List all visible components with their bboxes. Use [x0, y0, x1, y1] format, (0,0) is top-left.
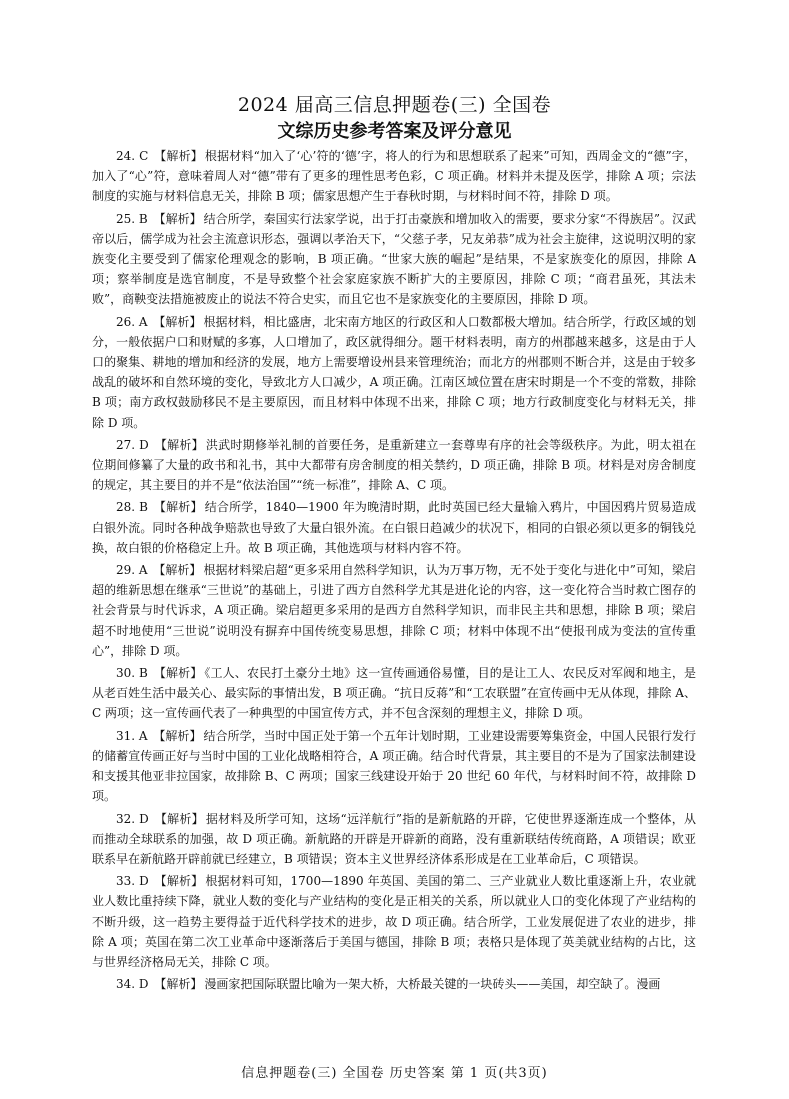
- answer-item-33: [92, 871, 696, 972]
- question-number: 32. D: [116, 811, 149, 826]
- question-number: 27. D: [116, 437, 149, 452]
- answer-text: 《工人、农民打土豪分土地》这一宣传画通俗易懂，目的是让工人、农民反对军阀和地主，是从老百姓生活中最关心、最实际的事情出发，B 项正确。“抗日反蒋”和“工农联盟”在宣传画中无从体现，排除 A、C 两项；这一宣传画代表了一种典型的中国宣传方式，并不包含深刻的理想主义，排除 D 项。: [92, 666, 696, 721]
- question-number: 25. B: [116, 211, 148, 226]
- analysis-tag: 【解析】: [154, 874, 204, 889]
- analysis-tag: 【解析】: [154, 149, 203, 163]
- question-number: 28. B: [116, 500, 148, 515]
- answer-text: 洪武时期修举礼制的首要任务，是重新建立一套尊卑有序的社会等级秩序。为此，明太祖在位期间修纂了大量的政书和礼书，其中大都带有房舍制度的相关禁约，D 项正确，排除 B 项。材料是对房舍制度的规定，其主要目的并不是“依法治国”“统一标准”，排除 A、C 项。: [92, 437, 696, 493]
- answer-text: 结合所学，当时中国正处于第一个五年计划时期，工业建设需要筹集资金，中国人民银行发行的储蓄宣传画正好与当时中国的工业化战略相符合，A 项正确。结合时代背景，其主要目的不是为了国家法制建设和支援其他亚非拉国家，故排除 B、C 两项；国家三线建设开始于 20 世纪 60 年代，与材料时间不符，故排除 D 项。: [92, 728, 696, 804]
- analysis-tag: 【解析】: [153, 500, 203, 515]
- analysis-tag: 【解析】: [153, 314, 202, 329]
- answer-item-27: [92, 435, 696, 496]
- answer-item-31: [92, 726, 696, 807]
- analysis-tag: 【解析】: [154, 811, 204, 826]
- answer-text: 漫画家把国际联盟比喻为一架大桥，大桥最关键的一块砖头——美国，却空缺了。漫画: [204, 977, 661, 992]
- answer-text: 根据材料梁启超“更多采用自然科学知识，认为万事万物，无不处于变化与进化中”可知，梁启超的维新思想在继承“三世说”的基础上，引进了西方自然科学尤其是进化论的内容，这一变化符合当时救亡图存的社会背景与时代诉求，A 项正确。梁启超更多采用的是西方自然科学知识，而非民主共和思想，排除 B 项；梁启超不时地使用“三世说”说明没有摒弃中国传统变易思想，排除 C 项；材料中体现不出“使报刊成为变法的宣传重心”，排除 D 项。: [92, 563, 696, 658]
- answer-text: 根据材料，相比盛唐，北宋南方地区的行政区和人口数都极大增加。结合所学，行政区域的划分，一般依据户口和财赋的多寡，人口增加了，政区就得细分。题干材料表明，南方的州郡越来越多，这是由于人口的聚集、耕地的增加和经济的发展，地方上需要增设州县来管理统治；而北方的州郡则不断合并，这是由于较多战乱的破坏和自然环境的变化，导致北方人口减少，A 项正确。江南区域位置在唐宋时期是一个不变的常数，排除 B 项；南方政权鼓励移民不是主要原因，而且材料中体现不出来，排除 C 项；地方行政制度变化与材料无关，排除 D 项。: [92, 314, 696, 430]
- answer-item-24: [92, 146, 696, 207]
- analysis-tag: 【解析】: [153, 666, 203, 681]
- answer-text: 结合所学，1840—1900 年为晚清时期，此时英国已经大量输入鸦片，中国因鸦片贸易造成白银外流。同时各种战争赔款也导致了大量白银外流。在白银日趋减少的状况下，相同的白银必须以更多的铜钱兑换，故白银的价格稳定上升。故 B 项正确，其他选项与材料内容不符。: [92, 500, 696, 555]
- answer-item-30: [92, 663, 696, 724]
- answer-text: 结合所学，秦国实行法家学说，出于打击豪族和增加收入的需要，要求分家“不得族居”。汉武帝以后，儒学成为社会主流意识形态，强调以孝治天下，“父慈子孝，兄友弟恭”成为社会主旋律，这说明汉明的家族变化主要受到了儒家伦理观念的影响，B 项正确。“世家大族的崛起”是结果，不是家族变化的原因，排除 A 项；察举制度是选官制度，不是导致整个社会家庭家族不断扩大的主要原因，排除 C 项；“商君虽死，其法未败”，商鞅变法措施被废止的说法不符合史实，而且它也不是家族变化的主要原因，排除 D 项。: [92, 211, 696, 307]
- question-number: 24. C: [116, 149, 149, 163]
- question-number: 34. D: [116, 977, 149, 992]
- answer-text: 根据材料“加入了‘心’符的‘德’字，将人的行为和思想联系了起来”可知，西周金文的“德”字，加入了“心”符，意味着周人对“德”带有了更多的理性思考色彩，C 项正确。材料并未提及医学，排除 A 项；宗法制度的实施与材料信息无关，排除 B 项；儒家思想产生于春秋时期，与材料时间不符，排除 D 项。: [92, 149, 696, 204]
- question-number: 31. A: [116, 728, 148, 743]
- page-title: 2024 届高三信息押题卷(三) 全国卷: [237, 94, 552, 116]
- analysis-tag: 【解析】: [154, 977, 203, 992]
- answer-item-29: [92, 560, 696, 661]
- answer-item-25: [92, 209, 696, 310]
- page-subtitle: 文综历史参考答案及评分意见: [277, 121, 512, 142]
- analysis-tag: 【解析】: [153, 563, 202, 578]
- page-footer: 信息押题卷(三) 全国卷 历史答案 第 1 页(共3页): [241, 1066, 548, 1081]
- answer-item-26: [92, 312, 696, 433]
- answer-item-34: [92, 974, 696, 994]
- answer-item-28: [92, 497, 696, 558]
- question-number: 29. A: [116, 563, 148, 578]
- answer-text: 据材料及所学可知，这场“远洋航行”指的是新航路的开辟，它使世界逐渐连成一个整体，从而推动全球联系的加强，故 D 项正确。新航路的开辟是开辟新的商路，没有重新联结传统商路，A 项错误；欧亚联系早在新航路开辟前就已经建立，B 项错误；资本主义世界经济体系形成是在工业革命后，C 项错误。: [92, 811, 696, 866]
- analysis-tag: 【解析】: [154, 437, 204, 452]
- answer-item-32: [92, 809, 696, 870]
- question-number: 30. B: [116, 666, 148, 681]
- question-number: 26. A: [116, 314, 148, 329]
- analysis-tag: 【解析】: [153, 211, 202, 226]
- answer-text: 根据材料可知，1700—1890 年英国、美国的第二、三产业就业人数比重逐渐上升，农业就业人数比重持续下降，就业人数的变化与产业结构的变化是正相关的关系，所以就业人口的变化体现了产业结构的不断升级，这一趋势主要得益于近代科学技术的进步，故 D 项正确。结合所学，工业发展促进了农业的进步，排除 A 项；英国在第二次工业革命中逐渐落后于美国与德国，排除 B 项；表格只是体现了英美就业结构的占比，这与世界经济格局无关，排除 C 项。: [92, 874, 696, 969]
- answer-list: [92, 146, 696, 996]
- question-number: 33. D: [116, 874, 149, 889]
- analysis-tag: 【解析】: [153, 728, 202, 743]
